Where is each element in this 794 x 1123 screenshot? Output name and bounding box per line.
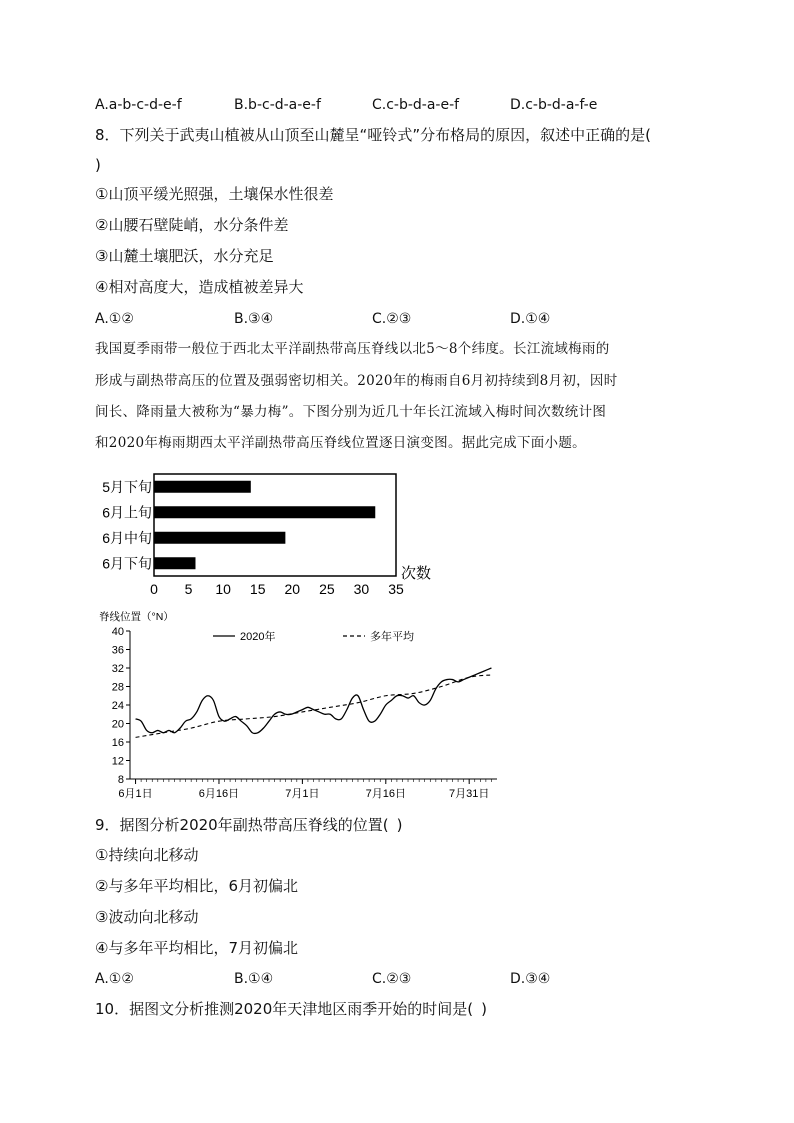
line-y-tick-label: 8 [117,774,124,786]
q9-item-4: ④与多年平均相比，7月初偏北 [95,939,298,957]
q9-option-d: D.③④ [510,971,551,987]
bar [154,557,195,569]
line-y-tick-label: 12 [111,755,124,768]
bar-x-tick-label: 15 [249,581,266,597]
q10-stem-tail: ) [481,1000,487,1018]
bar-x-tick-label: 0 [150,581,158,597]
q9-item-1: ①持续向北移动 [95,846,199,864]
bar-category-label: 5月下旬 [102,478,152,495]
bar [154,532,285,544]
line-y-tick-label: 24 [111,700,124,712]
q8-item-2: ②山腰石壁陡峭，水分条件差 [95,216,289,234]
line-x-tick-label: 7月1日 [285,788,320,800]
line-y-tick-label: 16 [111,737,124,749]
line-chart [95,606,515,806]
line-x-tick-label: 6月1日 [118,788,153,800]
bar [154,506,375,518]
line-y-axis-title: 脊线位置（°N） [99,611,174,623]
q7-option-b: B.b-c-d-a-e-f [234,97,321,113]
q8-item-3: ③山麓土壤肥沃，水分充足 [95,247,274,265]
line-y-tick-label: 28 [111,681,124,694]
q10-stem [95,999,487,1019]
bar-x-tick-label: 25 [319,581,335,597]
legend-label: 多年平均 [370,631,414,643]
line-y-tick-label: 40 [111,626,124,638]
series-line-2020 [136,668,492,733]
bar [154,481,251,493]
bar-x-axis-title: 次数 [401,565,432,582]
q8-option-b: B.③④ [234,311,274,327]
line-y-tick-label: 32 [111,663,124,675]
bar-x-tick-label: 30 [353,581,370,597]
passage-line-1: 我国夏季雨带一般位于西北太平洋副热带高压脊线以北5～8个纬度。长江流域梅雨的 [95,341,610,357]
q8-stem: 8．下列关于武夷山植被从山顶至山麓呈“哑铃式”分布格局的原因，叙述中正确的是( [95,126,651,144]
q9-stem-tail: ) [396,816,403,834]
bar-x-tick-label: 20 [284,581,301,597]
q8-item-1: ①山顶平缓光照强，土壤保水性很差 [95,185,334,203]
line-y-tick-label: 20 [111,718,124,731]
series-line-average [136,675,492,737]
bar-chart [90,468,450,603]
bar-category-label: 6月中旬 [102,529,152,546]
q9-option-a: A.①② [95,971,134,987]
q7-option-c: C.c-b-d-a-e-f [372,97,460,113]
q9-item-3: ③波动向北移动 [95,908,199,926]
line-x-tick-label: 7月31日 [449,788,490,800]
q9-option-c: C.②③ [372,971,412,987]
q8-item-4: ④相对高度大，造成植被差异大 [95,278,304,296]
line-x-tick-label: 7月16日 [365,788,406,800]
q8-option-d: D.①④ [510,311,551,327]
legend-label: 2020年 [240,631,276,643]
passage-line-4: 和2020年梅雨期西太平洋副热带高压脊线位置逐日演变图。据此完成下面小题。 [95,435,586,451]
q10-stem-text: 10．据图文分析推测2020年天津地区雨季开始的时间是( [95,1000,474,1018]
q7-option-d: D.c-b-d-a-f-e [510,97,598,113]
passage-line-2: 形成与副热带高压的位置及强弱密切相关。2020年的梅雨自6月初持续到8月初，因时 [95,373,618,389]
q8-option-c: C.②③ [372,311,412,327]
passage-line-3: 间长、降雨量大被称为“暴力梅”。下图分别为近几十年长江流域入梅时间次数统计图 [95,404,607,420]
q9-stem-text: 9．据图分析2020年副热带高压脊线的位置( [95,816,389,834]
q7-option-a: A.a-b-c-d-e-f [95,97,182,113]
line-x-tick-label: 6月16日 [198,788,240,800]
bar-category-label: 6月下旬 [102,555,152,572]
line-y-tick-label: 36 [111,644,124,657]
bar-x-tick-label: 35 [388,581,404,597]
q9-option-b: B.①④ [234,971,274,987]
bar-x-tick-label: 10 [215,581,231,597]
q9-item-2: ②与多年平均相比，6月初偏北 [95,877,298,895]
bar-x-tick-label: 5 [184,581,193,597]
q8-stem-tail: ) [95,156,101,174]
q9-stem [95,815,402,835]
q8-option-a: A.①② [95,311,134,327]
bar-category-label: 6月上旬 [102,504,152,521]
